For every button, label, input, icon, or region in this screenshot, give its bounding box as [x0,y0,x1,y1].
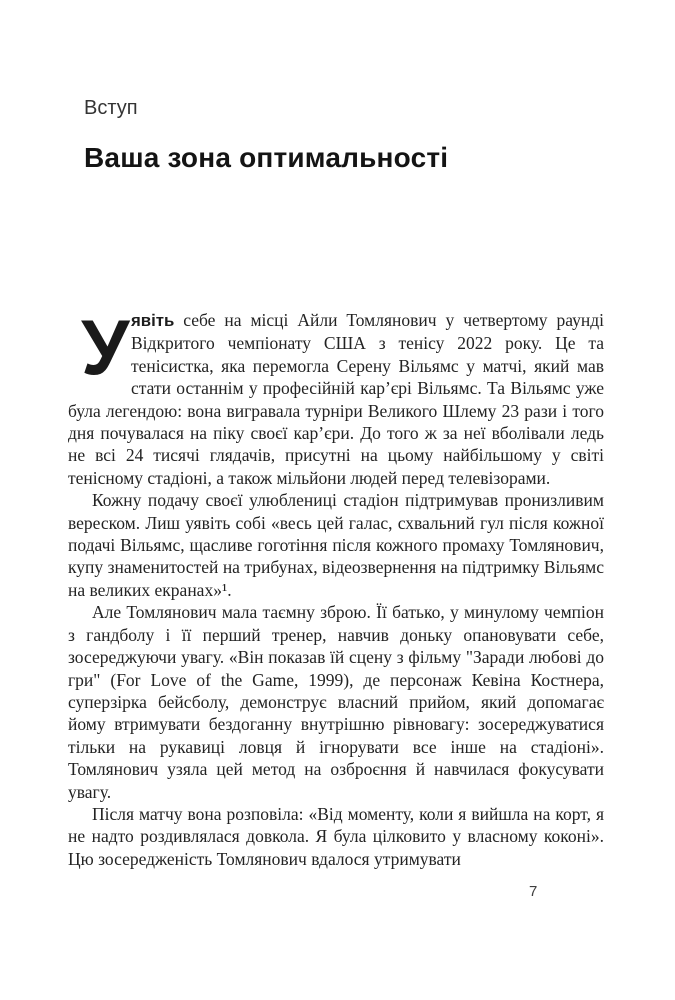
paragraph: Уявіть себе на місці Айли Томлянович у четвертому раунді Відкритого чемпіонату США з тенісу 2022 року. Це та тенісистка, яка перемогла Серену Вільямс у матчі, який мав стати останнім у професійній кар’єрі Вільямс. Та Вільямс уже була легендою: вона вигравала турніри Великого Шлему 23 рази і того дня почувалася на піку своєї кар’єри. До того ж за неї вболівали ледь не всі 24 тисячі глядачів, присутні на цьому найбільшому у світі тенісному стадіоні, а також мільйони людей перед телевізорами. [68,303,604,488]
paragraph: Кожну подачу своєї улюблениці стадіон підтримував пронизливим вереском. Лиш уявіть собі «весь цей галас, схвальний гул після кожної подачі Вільямс, щасливе гоготіння після кожного промаху Томлянович, купу знаменитостей на трибунах, відеозвернення на підтримку Вільямс на великих екранах»¹. [68,490,604,600]
paragraph: Після матчу вона розповіла: «Від моменту, коли я вийшла на корт, я не надто роздивлялася довкола. Я була цілковито у власному коконі». Цю зосередженість Томлянович вдалося утримувати [68,803,604,869]
lead-word: явіть [131,311,175,330]
chapter-kicker: Вступ [84,97,138,119]
drop-cap: У [81,303,130,391]
body-text-block [68,303,604,870]
page-number: 7 [529,883,538,900]
paragraph: Але Томлянович мала таємну зброю. Її батько, у минулому чемпіон з гандболу і її перший тренер, навчив доньку опановувати себе, зосереджуючи увагу. «Він показав їй сцену з фільму "Заради любові до гри" (For Love of the Game, 1999), де персонаж Кевіна Костнера, суперзірка бейсболу, демонструє власний прийом, який допомагає йому втримувати бездоганну внутрішню рівновагу: зосереджуватися тільки на рукавиці ловця й ігнорувати все інше на стадіоні». Томлянович узяла цей метод на озброєння й навчилася фокусувати увагу. [68,602,604,802]
chapter-title: Ваша зона оптимальності [84,142,449,173]
